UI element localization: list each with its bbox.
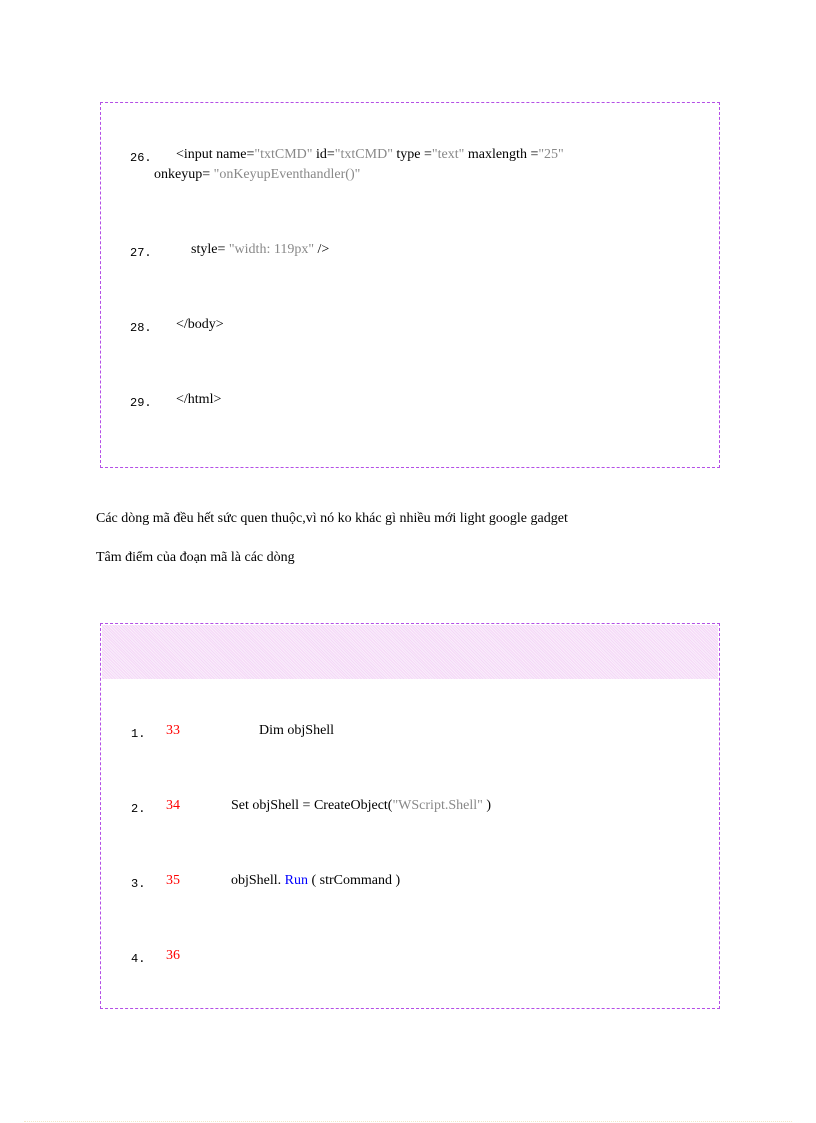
code-text: </html> bbox=[176, 392, 222, 407]
code-text: ) bbox=[482, 798, 492, 813]
line-number: 28. bbox=[130, 321, 152, 335]
paragraph: Các dòng mã đều hết sức quen thuộc,vì nó ko khác gì nhiều mới light google gadget bbox=[96, 511, 568, 526]
string-literal: "txtCMD" bbox=[254, 147, 313, 162]
code-text: <input name= bbox=[176, 147, 255, 162]
code-line-27 bbox=[191, 242, 329, 258]
code-text: </body> bbox=[176, 317, 224, 332]
code-text: Set objShell = CreateObject( bbox=[231, 798, 393, 813]
line-number: 4. bbox=[131, 952, 146, 966]
line-number: 3. bbox=[131, 877, 146, 891]
code-text: /> bbox=[314, 242, 330, 257]
code-text: ( strCommand ) bbox=[308, 873, 401, 888]
line-number: 1. bbox=[131, 727, 146, 741]
paragraph: Tâm điểm của đoạn mã là các dòng bbox=[96, 550, 295, 565]
string-literal: "25" bbox=[538, 147, 564, 162]
source-line-number: 35 bbox=[166, 873, 180, 888]
string-literal: "txtCMD" bbox=[334, 147, 393, 162]
code-line-29 bbox=[176, 392, 221, 408]
code-block-vbscript bbox=[100, 623, 720, 1009]
source-line-number: 34 bbox=[166, 798, 180, 813]
line-number: 29. bbox=[130, 396, 152, 410]
code-line-28 bbox=[176, 317, 224, 333]
source-line-number: 33 bbox=[166, 723, 180, 738]
line-number: 26. bbox=[130, 151, 152, 165]
page-footer-divider bbox=[24, 1121, 792, 1122]
code-line-35 bbox=[231, 873, 400, 889]
code-text: Dim objShell bbox=[259, 723, 335, 738]
code-block-header bbox=[102, 625, 718, 679]
string-literal: "text" bbox=[431, 147, 465, 162]
code-text: style= bbox=[191, 242, 229, 257]
string-literal: "width: 119px" bbox=[228, 242, 315, 257]
line-number: 2. bbox=[131, 802, 146, 816]
code-text: id= bbox=[312, 147, 335, 162]
keyword: Run bbox=[284, 873, 309, 888]
line-number: 27. bbox=[130, 246, 152, 260]
code-line-26 bbox=[176, 147, 564, 163]
code-line-34 bbox=[231, 798, 491, 814]
code-line-33 bbox=[259, 723, 334, 739]
code-line-26-cont bbox=[154, 167, 360, 183]
code-text: type = bbox=[392, 147, 432, 162]
source-line-number: 36 bbox=[166, 948, 180, 963]
code-text: objShell. bbox=[231, 873, 285, 888]
string-literal: "onKeyupEventhandler()" bbox=[213, 167, 361, 182]
code-text: onkeyup= bbox=[154, 167, 214, 182]
code-text: maxlength = bbox=[464, 147, 539, 162]
string-literal: "WScript.Shell" bbox=[392, 798, 483, 813]
